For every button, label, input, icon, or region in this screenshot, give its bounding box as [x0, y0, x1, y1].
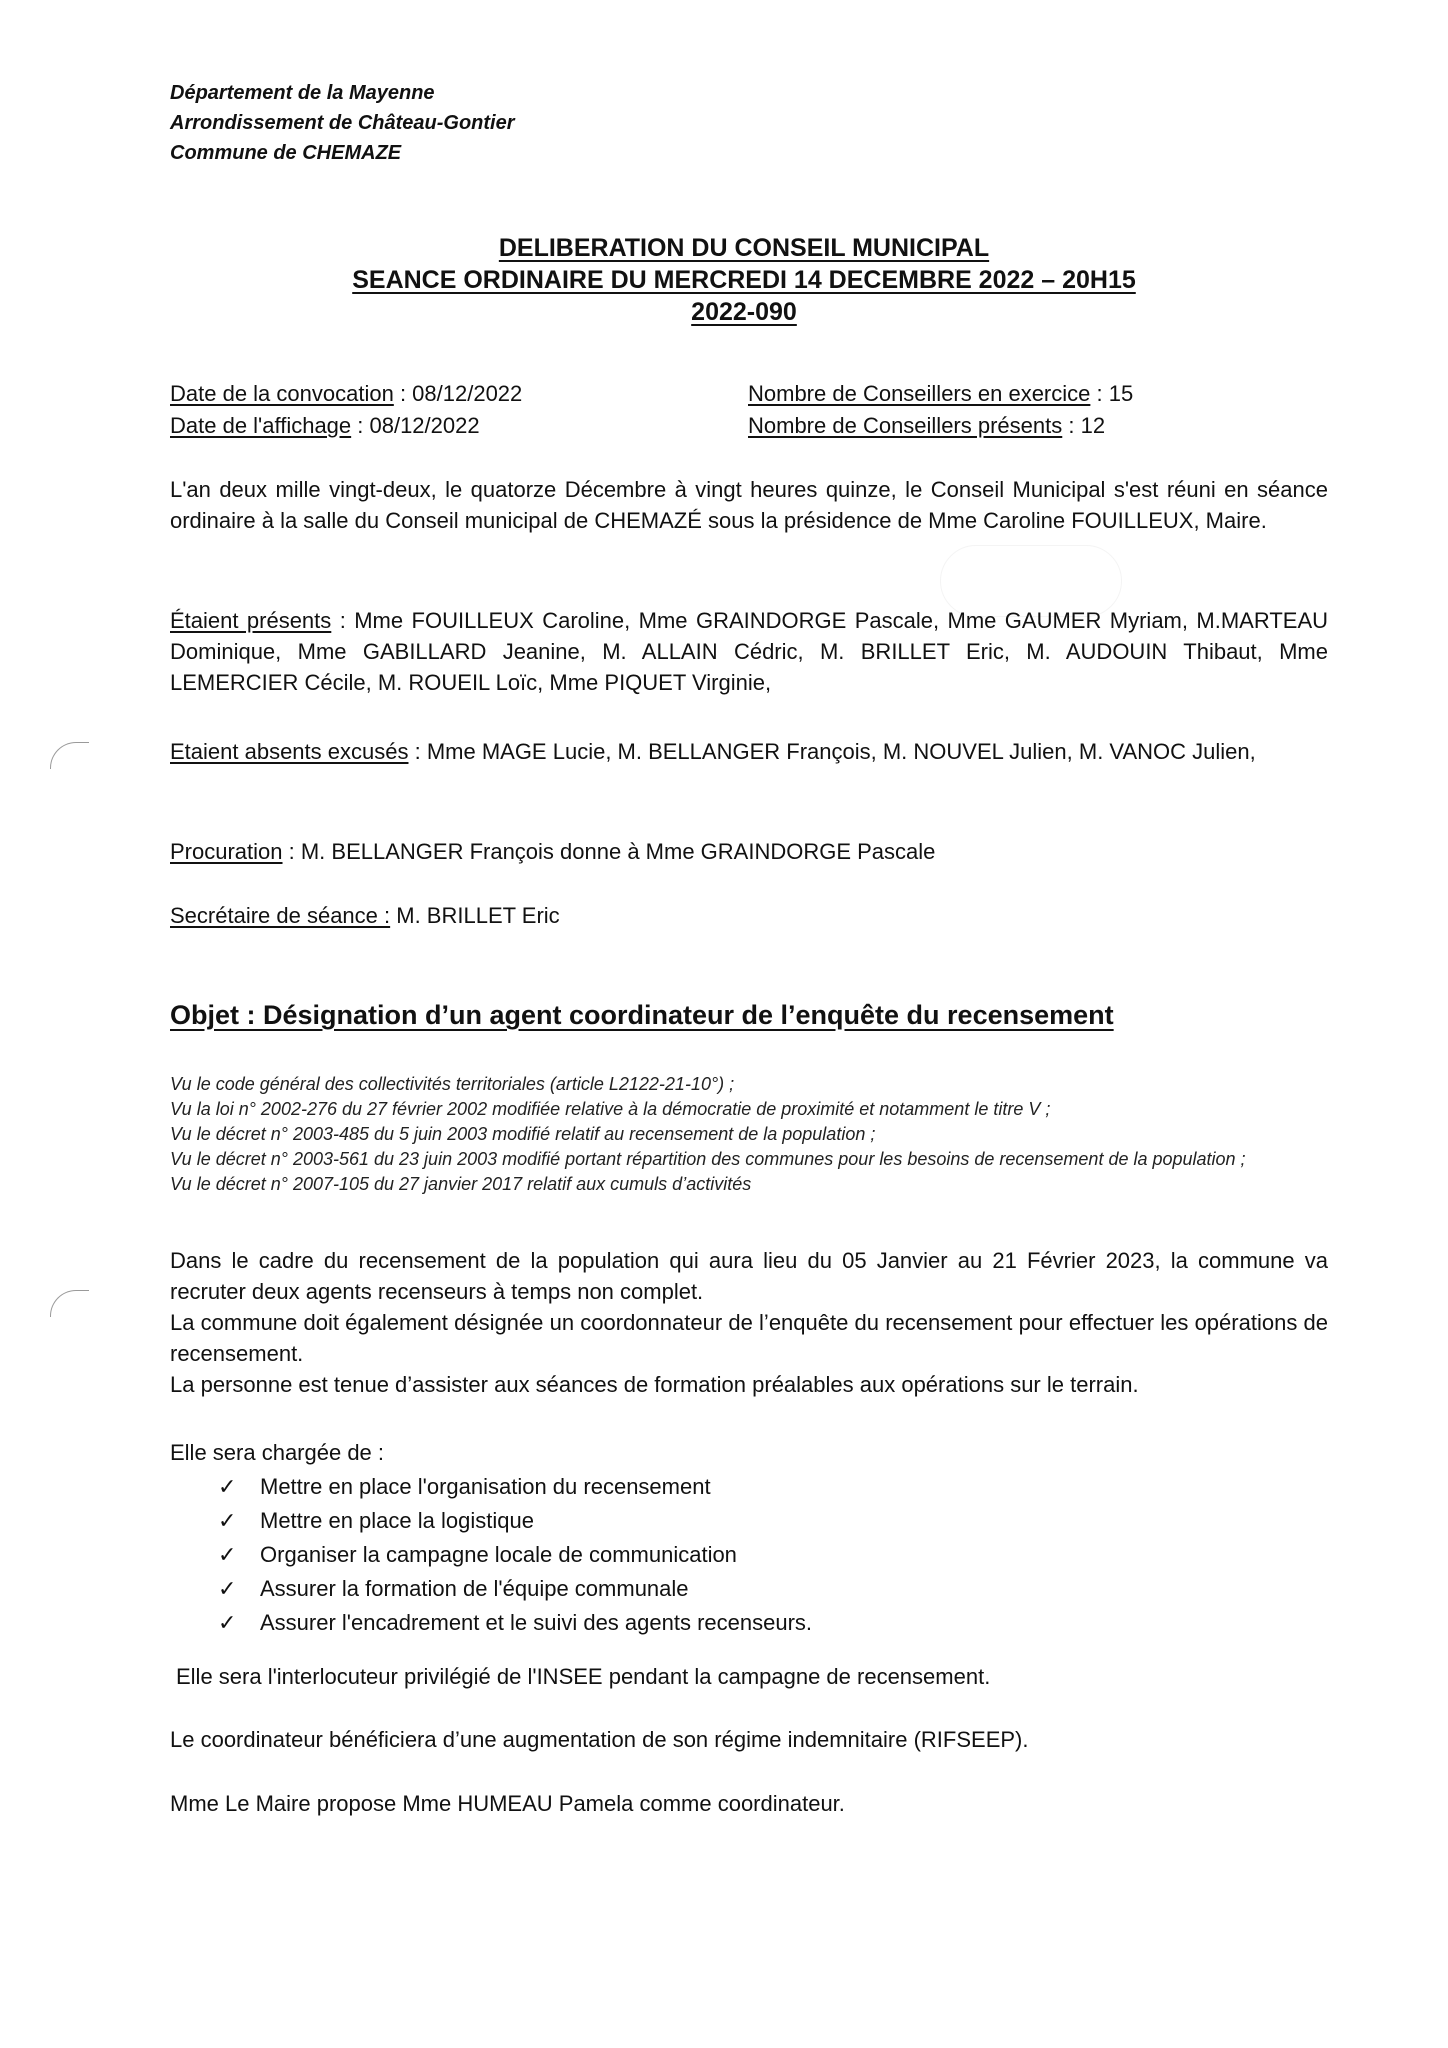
punch-hole-mark [50, 742, 89, 769]
header-departement: Département de la Mayenne [170, 82, 435, 104]
punch-hole-mark [50, 1290, 89, 1317]
presents-count-label: Nombre de Conseillers présents [748, 413, 1063, 438]
list-item [218, 1606, 812, 1640]
secretaire-text: M. BRILLET Eric [390, 903, 560, 928]
presents-count-value: : 12 [1062, 413, 1106, 438]
task-label: Assurer la formation de l'équipe communale [260, 1576, 689, 1601]
vu-item: Vu le décret n° 2003-561 du 23 juin 2003 modifié portant répartition des communes pour les besoins de recensement de la population ; [170, 1149, 1246, 1169]
presents-label: Étaient présents [170, 608, 332, 633]
procuration-label: Procuration [170, 839, 283, 864]
checkmark-icon: ✓ [218, 1611, 237, 1636]
task-label: Mettre en place la logistique [260, 1508, 534, 1533]
meta-counts [748, 378, 1133, 442]
meta-dates [170, 378, 522, 442]
interlocuteur-paragraph: Elle sera l'interlocuteur privilégié de l'INSEE pendant la campagne de recensement. [176, 1664, 991, 1689]
task-list [218, 1470, 812, 1640]
vu-list [170, 1072, 1338, 1197]
vu-item: Vu le code général des collectivités territoriales (article L2122-21-10°) ; [170, 1074, 735, 1094]
task-label: Assurer l'encadrement et le suivi des agents recenseurs. [260, 1610, 813, 1635]
task-label: Mettre en place l'organisation du recensement [260, 1474, 711, 1499]
objet-heading: Objet : Désignation d’un agent coordinateur de l’enquête du recensement [170, 1000, 1114, 1030]
checkmark-icon: ✓ [218, 1475, 237, 1500]
vu-item: Vu le décret n° 2003-485 du 5 juin 2003 modifié relatif au recensement de la population ; [170, 1124, 876, 1144]
convocation-label: Date de la convocation [170, 381, 394, 406]
affichage-value: : 08/12/2022 [351, 413, 480, 438]
secretaire-label: Secrétaire de séance : [170, 903, 391, 928]
checkmark-icon: ✓ [218, 1577, 237, 1602]
exercice-label: Nombre de Conseillers en exercice [748, 381, 1091, 406]
recensement-line-3: La personne est tenue d’assister aux séances de formation préalables aux opérations sur le terrain. [170, 1372, 1139, 1397]
absents-list: : Mme MAGE Lucie, M. BELLANGER François, M. NOUVEL Julien, M. VANOC Julien, [408, 739, 1256, 764]
affichage-label: Date de l'affichage [170, 413, 352, 438]
secretaire-paragraph [170, 900, 1328, 931]
list-item [218, 1470, 812, 1504]
procuration-paragraph [170, 836, 1328, 867]
document-title [0, 232, 1448, 328]
header-commune: Commune de CHEMAZE [170, 142, 402, 164]
vu-item: Vu le décret n° 2007-105 du 27 janvier 2017 relatif aux cumuls d’activités [170, 1174, 752, 1194]
intro-paragraph: L'an deux mille vingt-deux, le quatorze Décembre à vingt heures quinze, le Conseil Municipal s'est réuni en séance ordinaire à la salle du Conseil municipal de CHEMAZÉ sous la présidence de Mme Caroline FOUILLEUX, Maire. [170, 477, 1328, 533]
exercice-value: : 15 [1090, 381, 1134, 406]
absents-label: Etaient absents excusés [170, 739, 409, 764]
list-item [218, 1538, 812, 1572]
convocation-value: : 08/12/2022 [393, 381, 523, 406]
proposal-paragraph: Mme Le Maire propose Mme HUMEAU Pamela comme coordinateur. [170, 1791, 845, 1816]
procuration-text: : M. BELLANGER François donne à Mme GRAINDORGE Pascale [282, 839, 936, 864]
checkmark-icon: ✓ [218, 1509, 237, 1534]
title-number: 2022-090 [691, 298, 797, 326]
recensement-paragraph [170, 1245, 1328, 1400]
coordinateur-paragraph: Le coordinateur bénéficiera d’une augmentation de son régime indemnitaire (RIFSEEP). [170, 1727, 1029, 1752]
title-deliberation: DELIBERATION DU CONSEIL MUNICIPAL [498, 234, 990, 262]
list-item [218, 1504, 812, 1538]
checkmark-icon: ✓ [218, 1543, 237, 1568]
recensement-line-2: La commune doit également désignée un coordonnateur de l’enquête du recensement pour effectuer les opérations de recensement. [170, 1310, 1328, 1366]
absents-paragraph [170, 736, 1328, 767]
task-label: Organiser la campagne locale de communication [260, 1542, 737, 1567]
header-arrondissement: Arrondissement de Château-Gontier [170, 112, 515, 134]
charge-intro: Elle sera chargée de : [170, 1440, 385, 1465]
recensement-line-1: Dans le cadre du recensement de la population qui aura lieu du 05 Janvier au 21 Février 2023, la commune va recruter deux agents recenseurs à temps non complet. [170, 1248, 1328, 1304]
presents-list: : Mme FOUILLEUX Caroline, Mme GRAINDORGE Pascale, Mme GAUMER Myriam, M.MARTEAU Dominique, Mme GABILLARD Jeanine, M. ALLAIN Cédric, M. BRILLET Eric, M. AUDOUIN Thibaut, Mme LEMERCIER Cécile, M. ROUEIL Loïc, Mme PIQUET Virginie, [170, 608, 1329, 695]
list-item [218, 1572, 812, 1606]
document-header [170, 78, 515, 168]
presents-paragraph [170, 605, 1328, 698]
vu-item: Vu la loi n° 2002-276 du 27 février 2002 modifiée relative à la démocratie de proximité et notamment le titre V ; [170, 1099, 1051, 1119]
title-seance: SEANCE ORDINAIRE DU MERCREDI 14 DECEMBRE 2022 – 20H15 [352, 266, 1136, 294]
